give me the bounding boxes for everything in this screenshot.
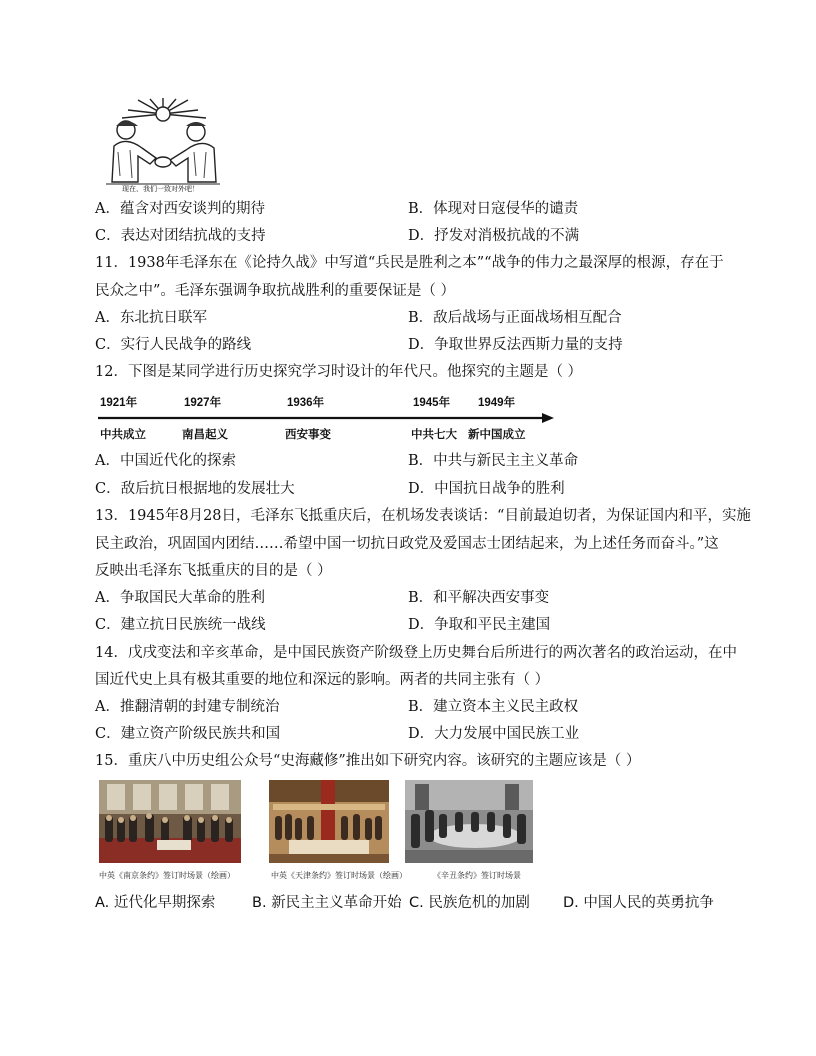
caption-nanjing: 中英《南京条约》签订时场景（绘画） (99, 871, 235, 880)
q11-option-c[interactable]: C．实行人民战争的路线 (95, 337, 252, 353)
q12-option-c[interactable]: C．敌后抗日根据地的发展壮大 (95, 481, 295, 497)
handshake-cartoon (98, 96, 228, 192)
timeline-year-1936: 1936年 (287, 397, 325, 409)
q10-option-d[interactable]: D．抒发对消极抗战的不满 (408, 228, 580, 244)
q14-option-c[interactable]: C．建立资产阶级民族共和国 (95, 726, 281, 742)
q13-option-b[interactable]: B．和平解决西安事变 (408, 590, 550, 606)
q12-option-d[interactable]: D．中国抗日战争的胜利 (408, 481, 565, 497)
caption-tianjin: 中英《天津条约》签订时场景（绘画） (271, 871, 407, 880)
q13-option-d[interactable]: D．争取和平民主建国 (408, 617, 551, 633)
q10-option-c[interactable]: C．表达对团结抗战的支持 (95, 228, 266, 244)
q12-option-a[interactable]: A．中国近代化的探索 (95, 453, 236, 469)
timeline-event-founding: 中共成立 (100, 429, 146, 441)
q14-option-b[interactable]: B．建立资本主义民主政权 (408, 699, 579, 715)
timeline-year-1949: 1949年 (478, 397, 516, 409)
q12-stem: 12．下图是某同学进行历史探究学习时设计的年代尺。他探究的主题是（ ） (95, 364, 583, 380)
q15-option-a[interactable]: A. 近代化早期探索 (95, 895, 216, 911)
q11-option-b[interactable]: B．敌后战场与正面战场相互配合 (408, 310, 622, 326)
q13-stem-line1: 13．1945年8月28日，毛泽东飞抵重庆后，在机场发表谈话：“目前最迫切者，为保证国内和平，实施 (95, 508, 751, 524)
q11-option-d[interactable]: D．争取世界反法西斯力量的支持 (408, 337, 623, 353)
q15-option-c[interactable]: C. 民族危机的加剧 (409, 895, 530, 911)
timeline-event-nanchang: 南昌起义 (182, 429, 228, 441)
q14-stem-line1: 14．戊戌变法和辛亥革命，是中国民族资产阶级登上历史舞台后所进行的两次著名的政治运动，在中 (95, 645, 737, 661)
timeline-ruler (96, 390, 556, 446)
caption-boxer: 《辛丑条约》签订时场景 (433, 871, 521, 880)
q10-option-b[interactable]: B．体现对日寇侵华的谴责 (408, 201, 579, 217)
timeline-year-1921: 1921年 (100, 397, 138, 409)
q14-option-a[interactable]: A．推翻清朝的封建专制统治 (95, 699, 280, 715)
q11-option-a[interactable]: A．东北抗日联军 (95, 310, 207, 326)
timeline-event-xian: 西安事变 (285, 429, 331, 441)
q13-option-a[interactable]: A．争取国民大革命的胜利 (95, 590, 265, 606)
timeline-year-1927: 1927年 (184, 397, 222, 409)
timeline-year-1945: 1945年 (413, 397, 451, 409)
q11-stem-line2: 民众之中”。毛泽东强调争取抗战胜利的重要保证是（ ） (95, 283, 456, 299)
q13-stem-line3: 反映出毛泽东飞抵重庆的目的是（ ） (95, 563, 332, 579)
nanjing-treaty-painting (99, 780, 241, 863)
boxer-protocol-photo (405, 780, 533, 863)
q15-option-d[interactable]: D. 中国人民的英勇抗争 (563, 895, 714, 911)
q14-option-d[interactable]: D．大力发展中国民族工业 (408, 726, 580, 742)
q10-option-a[interactable]: A．蕴含对西安谈判的期待 (95, 201, 265, 217)
q15-option-b[interactable]: B. 新民主主义革命开始 (252, 895, 402, 911)
timeline-event-seventh-congress: 中共七大 (411, 429, 457, 441)
q13-option-c[interactable]: C．建立抗日民族统一战线 (95, 617, 266, 633)
timeline-event-prc: 新中国成立 (468, 429, 526, 441)
tianjin-treaty-painting (269, 780, 389, 863)
q12-option-b[interactable]: B．中共与新民主主义革命 (408, 453, 579, 469)
q15-stem: 15．重庆八中历史组公众号“史海藏修”推出如下研究内容。该研究的主题应该是（ ） (95, 753, 641, 769)
q13-stem-line2: 民主政治，巩固国内团结……希望中国一切抗日政党及爱国志士团结起来，为上述任务而奋斗。”这 (95, 536, 719, 552)
q11-stem-line1: 11．1938年毛泽东在《论持久战》中写道“兵民是胜利之本”“战争的伟力之最深厚的根源，存在于 (95, 255, 724, 271)
q14-stem-line2: 国近代史上具有极其重要的地位和深远的影响。两者的共同主张有（ ） (95, 672, 550, 688)
cartoon-caption: 现在，我们一致对外吧！ (122, 185, 199, 192)
